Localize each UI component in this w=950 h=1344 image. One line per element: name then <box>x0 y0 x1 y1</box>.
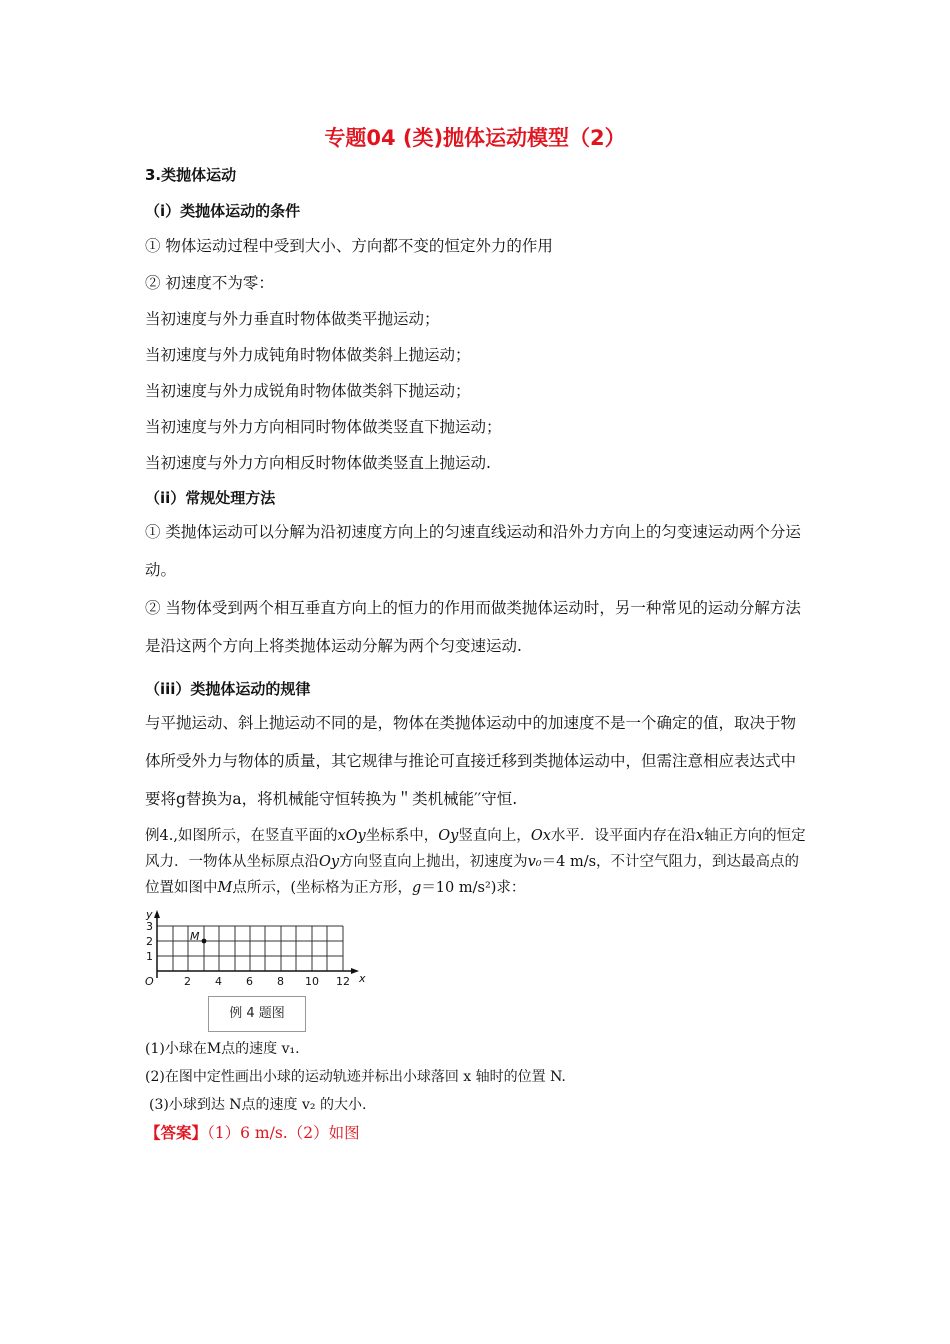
condition-1: ① 物体运动过程中受到大小、方向都不变的恒定外力的作用 <box>145 237 553 255</box>
x-axis-label: x <box>359 972 366 985</box>
x-tick-label: 8 <box>277 975 284 988</box>
y-axis-label: y <box>146 908 153 921</box>
y-tick-label: 1 <box>146 950 153 963</box>
point-m-label: M <box>190 930 200 943</box>
method-2: ② 当物体受到两个相互垂直方向上的恒力的作用而做类抛体运动时，另一种常见的运动分解方法是沿这两个方向上将类抛体运动分解为两个匀变速运动. <box>145 599 801 655</box>
figure-caption: 例 4 题图 <box>208 996 306 1032</box>
law-paragraph: 与平抛运动、斜上抛运动不同的是，物体在类抛体运动中的加速度不是一个确定的值，取决于物体所受外力与物体的质量，其它规律与推论可直接迁移到类抛体运动中，但需注意相应表达式中要将g替换为a，将机械能守恒转换为＂类机械能′′守恒. <box>145 714 797 808</box>
x-tick-label: 12 <box>336 975 350 988</box>
x-tick-label: 10 <box>305 975 319 988</box>
answer-text: （1）6 m/s.（2）如图 <box>207 1124 360 1142</box>
example-4-statement: 例4.,如图所示，在竖直平面的xOy坐标系中，Oy竖直向上，Ox水平．设平面内存在沿x轴正方向的恒定风力．一物体从坐标原点沿Oy方向竖直向上抛出，初速度为v₀＝4 m/s，不计空气阻力，到达最高点的位置如图中M点所示，(坐标格为正方形，g＝10 m/s²)求： <box>145 828 806 896</box>
x-tick-label: 2 <box>184 975 191 988</box>
coordinate-grid-figure <box>143 906 367 990</box>
subheading-conditions: （i）类抛体运动的条件 <box>145 202 301 220</box>
subheading-law: （iii）类抛体运动的规律 <box>145 680 311 698</box>
section-heading: 3.类抛体运动 <box>145 166 237 184</box>
case-item: 当初速度与外力成锐角时物体做类斜下抛运动； <box>145 382 471 400</box>
question-1: (1)小球在M点的速度 v₁. <box>145 1041 300 1057</box>
origin-label: O <box>145 975 154 988</box>
condition-2: ② 初速度不为零： <box>145 274 274 292</box>
subheading-method: （ii）常规处理方法 <box>145 489 276 507</box>
answer-line <box>145 1121 360 1143</box>
question-2: (2)在图中定性画出小球的运动轨迹并标出小球落回 x 轴时的位置 N. <box>145 1069 566 1085</box>
question-3: (3)小球到达 N点的速度 v₂ 的大小. <box>149 1097 367 1113</box>
case-item: 当初速度与外力垂直时物体做类平抛运动； <box>145 310 440 328</box>
method-1: ① 类抛体运动可以分解为沿初速度方向上的匀速直线运动和沿外力方向上的匀变速运动两个分运动。 <box>145 523 801 579</box>
point-m <box>202 939 207 944</box>
answer-tag: 【答案】 <box>145 1123 208 1142</box>
case-item: 当初速度与外力方向相反时物体做类竖直上抛运动. <box>145 454 491 472</box>
case-item: 当初速度与外力方向相同时物体做类竖直下抛运动； <box>145 418 502 436</box>
x-tick-label: 4 <box>215 975 222 988</box>
x-tick-label: 6 <box>246 975 253 988</box>
case-item: 当初速度与外力成钝角时物体做类斜上抛运动； <box>145 346 471 364</box>
y-tick-label: 2 <box>146 935 153 948</box>
y-tick-label: 3 <box>146 920 153 933</box>
page-title: 专题04 (类)抛体运动模型（2） <box>324 126 626 150</box>
